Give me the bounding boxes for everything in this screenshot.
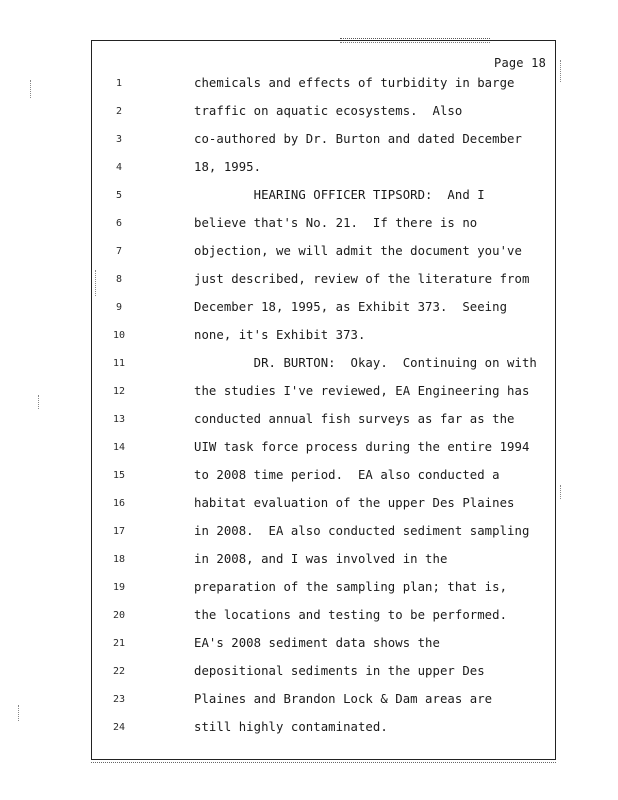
line-text: HEARING OFFICER TIPSORD: And I [194,188,485,202]
transcript-line [91,440,556,460]
scan-speck [560,60,565,82]
line-number: 23 [112,694,126,705]
line-number: 10 [112,330,126,341]
scan-speck [18,705,23,721]
line-number: 13 [112,414,126,425]
line-text: 18, 1995. [194,160,262,174]
transcript-line [91,692,556,712]
line-number: 9 [115,302,123,313]
transcript-line [91,496,556,516]
line-number: 16 [112,498,126,509]
transcript-line [91,412,556,432]
line-number: 19 [112,582,126,593]
line-number: 8 [115,274,123,285]
line-number: 14 [112,442,126,453]
line-text: UIW task force process during the entire 1994 [194,440,530,454]
scan-speck [30,80,35,98]
line-text: EA's 2008 sediment data shows the [194,636,440,650]
scan-bottom-mark [91,762,556,765]
line-number: 3 [115,134,123,145]
transcript-line [91,328,556,348]
line-number: 11 [112,358,126,369]
scan-speck [95,270,100,296]
scan-top-mark [340,38,490,43]
line-text: the locations and testing to be performed. [194,608,508,622]
line-number: 20 [112,610,126,621]
line-text: depositional sediments in the upper Des [194,664,485,678]
scan-speck [38,395,43,409]
line-text: co-authored by Dr. Burton and dated December [194,132,522,146]
transcript-line [91,160,556,180]
line-number: 6 [115,218,123,229]
line-text: just described, review of the literature from [194,272,530,286]
line-text: Plaines and Brandon Lock & Dam areas are [194,692,493,706]
transcript-line [91,356,556,376]
line-text: conducted annual fish surveys as far as the [194,412,515,426]
transcript-line [91,132,556,152]
line-number: 18 [112,554,126,565]
page-number: Page 18 [494,56,546,70]
line-number: 15 [112,470,126,481]
line-text: in 2008. EA also conducted sediment sampling [194,524,530,538]
line-text: believe that's No. 21. If there is no [194,216,478,230]
transcript-line [91,188,556,208]
transcript-line [91,76,556,96]
transcript-line [91,720,556,740]
scan-speck [560,485,565,499]
line-text: chemicals and effects of turbidity in barge [194,76,515,90]
transcript-line [91,552,556,572]
transcript-line [91,608,556,628]
line-number: 17 [112,526,126,537]
transcript-line [91,216,556,236]
transcript-line [91,104,556,124]
transcript-line [91,636,556,656]
transcript-line [91,468,556,488]
line-number: 24 [112,722,126,733]
line-text: habitat evaluation of the upper Des Plaines [194,496,515,510]
transcript-line [91,664,556,684]
line-text: in 2008, and I was involved in the [194,552,448,566]
line-number: 4 [115,162,123,173]
transcript-line [91,384,556,404]
line-text: to 2008 time period. EA also conducted a [194,468,500,482]
transcript-line [91,244,556,264]
transcript-line [91,300,556,320]
transcript-line [91,580,556,600]
transcript-line [91,272,556,292]
line-number: 1 [115,78,123,89]
line-text: traffic on aquatic ecosystems. Also [194,104,463,118]
line-text: the studies I've reviewed, EA Engineering has [194,384,530,398]
line-text: none, it's Exhibit 373. [194,328,366,342]
line-number: 5 [115,190,123,201]
line-text: preparation of the sampling plan; that is, [194,580,508,594]
transcript-line [91,524,556,544]
line-number: 2 [115,106,123,117]
line-text: December 18, 1995, as Exhibit 373. Seeing [194,300,508,314]
line-number: 22 [112,666,126,677]
line-number: 12 [112,386,126,397]
line-number: 7 [115,246,123,257]
line-text: still highly contaminated. [194,720,388,734]
line-number: 21 [112,638,126,649]
line-text: objection, we will admit the document you've [194,244,522,258]
line-text: DR. BURTON: Okay. Continuing on with [194,356,537,370]
